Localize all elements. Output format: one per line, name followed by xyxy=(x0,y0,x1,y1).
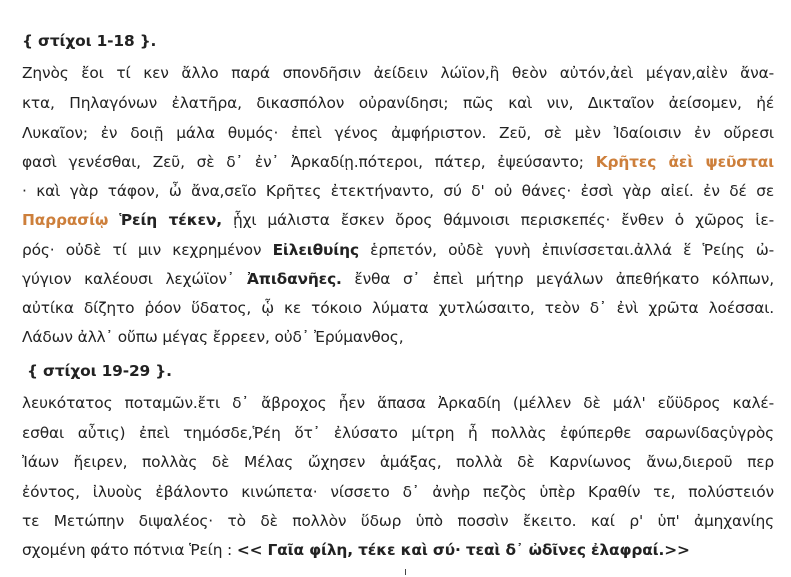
text-line xyxy=(22,240,774,260)
text-span: ἔνθα σ᾽ ἐπεὶ μήτηρ μεγάλων ἀπεθήκατο κόλπων, xyxy=(341,270,774,288)
section-header-2: { στίχοι 19-29 }. xyxy=(27,362,172,380)
text-span: ἑρπετόν, οὐδὲ γυνὴ ἐπινίσσεται.ἀλλά ἕ Ῥείης ὠ- xyxy=(358,241,774,259)
section-header-1: { στίχοι 1-18 }. xyxy=(22,32,157,50)
bold-phrase: Εἰλειθυίης xyxy=(272,241,359,259)
text-span: φασὶ γενέσθαι, Ζεῦ, σὲ δ᾽ ἐν᾽ Ἀρκαδίῃ.πότεροι, πάτερ, ἐψεύσαντο; xyxy=(22,153,596,171)
highlight-phrase: Παρρασίῳ xyxy=(22,211,109,229)
text-line: ἐόντος, ἰλυοὺς ἐβάλοντο κινώπετα· νίσσετο δ᾽ ἀνὴρ πεζὸς ὑπὲρ Κραθίν τε, πολύστειόν xyxy=(22,483,774,501)
text-span: γύγιον καλέουσι λεχώϊον᾽ xyxy=(22,270,248,288)
text-cursor-mark xyxy=(405,569,406,575)
text-line: · καὶ γὰρ τάφον, ὦ ἄνα,σεῖο Κρῆτες ἐτεκτήναντο, σύ δ' οὐ θάνες· ἐσσὶ γὰρ αἰεί. ἐν δέ σε xyxy=(22,182,774,200)
text-line: τε Μετώπην διψαλέος· τὸ δὲ πολλὸν ὕδωρ ὑπὸ ποσσὶν ἔκειτο. καί ρ' ὑπ' ἀμηχανίης xyxy=(22,512,774,530)
bold-phrase: Ῥείη τέκεν, xyxy=(119,211,222,229)
text-line xyxy=(22,269,774,289)
text-line: λευκότατος ποταμῶν.ἔτι δ᾽ ἄβροχος ἦεν ἅπασα Ἀρκαδίη (μέλλεν δὲ μάλ' εὔϋδρος καλέ- xyxy=(22,394,774,412)
text-line xyxy=(22,540,774,560)
text-line xyxy=(22,210,774,230)
text-line: Ἰάων ἤειρεν, πολλὰς δὲ Μέλας ὤχησεν ἁμάξας, πολλὰ δὲ Καρνίωνος ἄνω,διεροῦ περ xyxy=(22,453,774,471)
text-span: σχομένη φάτο πότνια Ῥείη : xyxy=(22,541,237,559)
text-line: Λυκαῖον; ἐν δοιῇ μάλα θυμός· ἐπεὶ γένος ἀμφήριστον. Ζεῦ, σὲ μὲν Ἰδαίοισιν ἐν οὔρεσι xyxy=(22,124,774,142)
bold-phrase: << Γαῖα φίλη, τέκε καὶ σύ· τεαὶ δ᾽ ὠδῖνες ἐλαφραί.>> xyxy=(236,541,690,559)
bold-phrase: Ἀπιδανῆες. xyxy=(247,270,342,288)
text-line: εσθαι αὖτις) ἐπεὶ τημόσδε,Ῥέη ὅτ᾽ ἐλύσατο μίτρη ἦ πολλὰς ἐφύπερθε σαρωνίδαςὑγρὸς xyxy=(22,424,774,442)
text-line: αὐτίκα δίζητο ῥόον ὕδατος, ᾧ κε τόκοιο λύματα χυτλώσαιτο, τεὸν δ᾽ ἐνὶ χρῶτα λοέσσαι. xyxy=(22,299,774,317)
highlight-phrase: Κρῆτες ἀεὶ ψεῦσται xyxy=(595,153,775,171)
text-line: κτα, Πηλαγόνων ἐλατῆρα, δικασπόλον οὐρανίδησι; πῶς καὶ νιν, Δικταῖον ἀείσομεν, ἠέ xyxy=(22,94,774,112)
text-line: Λάδων ἀλλ᾽ οὔπω μέγας ἔρρεεν, οὐδ᾽ Ἐρύμανθος, xyxy=(22,328,404,346)
text-span: ᾗχι μάλιστα ἔσκεν ὄρος θάμνοισι περισκεπές· ἔνθεν ὁ χῶρος ἱε- xyxy=(221,211,774,229)
text-line: Ζηνὸς ἔοι τί κεν ἄλλο παρά σπονδῆσιν ἀείδειν λώϊον,ἢ θεὸν αὐτόν,ἀεὶ μέγαν,αἰὲν ἄνα- xyxy=(22,64,774,82)
text-line xyxy=(22,152,774,172)
text-span: ρός· οὐδὲ τί μιν κεχρημένον xyxy=(22,241,273,259)
